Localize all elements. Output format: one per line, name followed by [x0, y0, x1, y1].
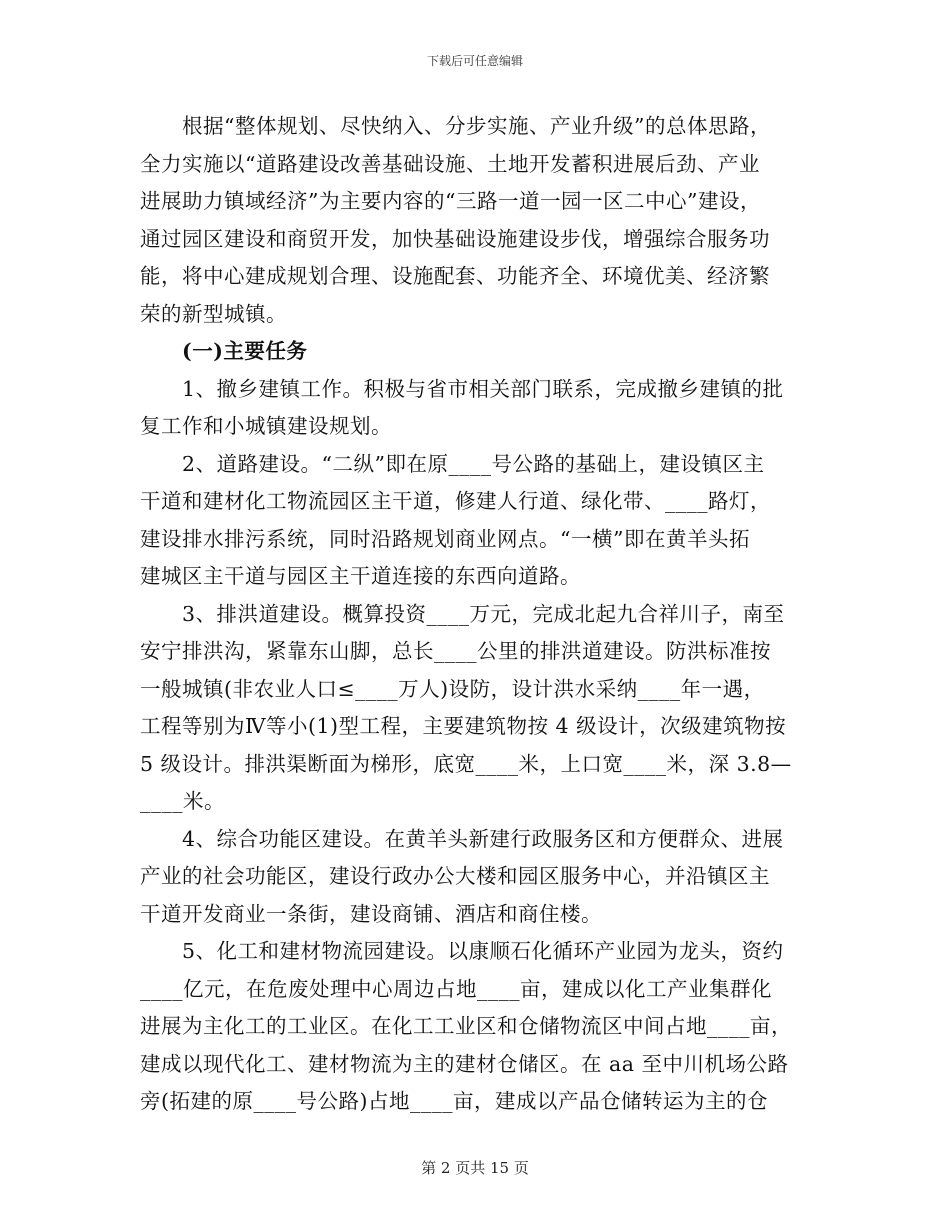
text-line: 5 级设计。排洪渠断面为梯形，底宽____米，上口宽____米，深 3.8— [140, 751, 792, 776]
text-line: 全力实施以“道路建设改善基础设施、土地开发蓄积进展后劲、产业 [140, 151, 760, 176]
text-line: 根据“整体规划、尽快纳入、分步实施、产业升级”的总体思路， [182, 114, 771, 138]
text-line: ____米。 [140, 789, 225, 813]
text-line: 安宁排洪沟，紧靠东山脚，总长____公里的排洪道建设。防洪标准按 [140, 639, 771, 663]
section-heading: (一)主要任务 [182, 339, 308, 363]
text-line: 通过园区建设和商贸开发，加快基础设施建设步伐，增强综合服务功 [140, 226, 770, 251]
text-line: 荣的新型城镇。 [140, 301, 287, 326]
text-line: ____亿元，在危废处理中心周边占地____亩，建成以化工产业集群化 [140, 976, 772, 1001]
text-line: 进展为主化工的工业区。在化工工业区和仓储物流区中间占地____亩， [140, 1014, 792, 1038]
text-line: 2、道路建设。“二纵”即在原____号公路的基础上，建设镇区主 [182, 451, 765, 476]
text-line: 进展助力镇域经济”为主要内容的“三路一道一园一区二中心”建设， [140, 189, 761, 213]
text-line: 干道开发商业一条街，建设商铺、酒店和商住楼。 [140, 901, 602, 926]
text-line: 5、化工和建材物流园建设。以康顺石化循环产业园为龙头，资约 [182, 939, 784, 963]
text-line: 1、撤乡建镇工作。积极与省市相关部门联系，完成撤乡建镇的批 [182, 376, 784, 401]
text-line: 3、排洪道建设。概算投资____万元，完成北起九合祥川子，南至 [182, 601, 785, 626]
text-line: 干道和建材化工物流园区主干道，修建人行道、绿化带、____路灯， [140, 489, 771, 513]
text-line: 复工作和小城镇建设规划。 [140, 414, 392, 438]
page-header: 下载后可任意编辑 [426, 54, 523, 68]
text-line: 4、综合功能区建设。在黄羊头新建行政服务区和方便群众、进展 [182, 826, 784, 851]
document-body [140, 108, 820, 1121]
text-line: 建设排水排污系统，同时沿路规划商业网点。“一横”即在黄羊头拓 [140, 526, 750, 551]
text-line: 建城区主干道与园区主干道连接的东西向道路。 [140, 564, 581, 588]
text-line: 工程等别为Ⅳ等小(1)型工程，主要建筑物按 4 级设计，次级建筑物按 [140, 714, 787, 738]
text-line: 一般城镇(非农业人口≤____万人)设防，设计洪水采纳____年一遇， [140, 676, 765, 701]
text-line: 旁(拓建的原____号公路)占地____亩，建成以产品仓储转运为主的仓 [140, 1089, 768, 1113]
text-line: 产业的社会功能区，建设行政办公大楼和园区服务中心，并沿镇区主 [140, 864, 770, 888]
text-line: 能，将中心建成规划合理、设施配套、功能齐全、环境优美、经济繁 [140, 264, 770, 288]
page-footer: 第 2 页共 15 页 [421, 1159, 529, 1177]
text-line: 建成以现代化工、建材物流为主的建材仓储区。在 aa 至中川机场公路 [140, 1051, 789, 1076]
